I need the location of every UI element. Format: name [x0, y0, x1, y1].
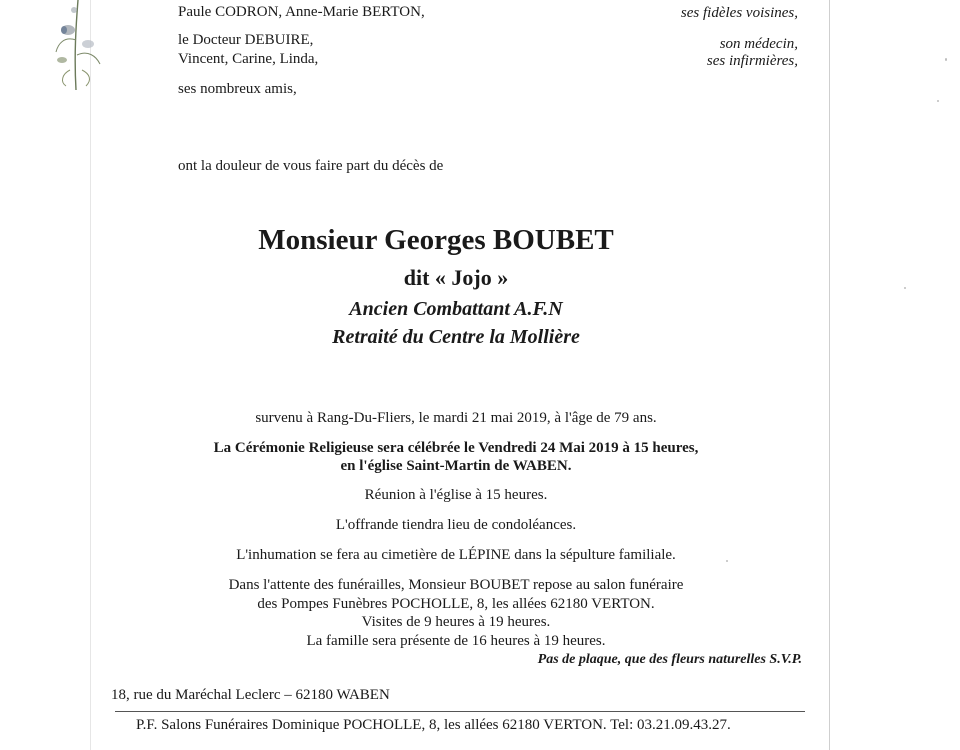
ceremony-line-1: La Cérémonie Religieuse sera célébrée le Vendredi 24 Mai 2019 à 15 heures, — [213, 440, 699, 456]
footer-divider — [115, 711, 805, 712]
scan-speck — [937, 100, 939, 102]
family-presence: La famille sera présente de 16 heures à 19 heures. — [306, 633, 606, 649]
relation-infirmieres: ses infirmières, — [706, 53, 798, 69]
deceased-title-veteran: Ancien Combattant A.F.N — [349, 298, 563, 320]
relation-voisines: ses fidèles voisines, — [680, 5, 798, 21]
deceased-nickname: dit « Jojo » — [403, 265, 509, 290]
family-line-doctor: le Docteur DEBUIRE, — [178, 32, 314, 48]
family-address: 18, rue du Maréchal Leclerc – 62180 WABEN — [111, 687, 390, 703]
deceased-name: Monsieur Georges BOUBET — [258, 224, 614, 256]
rest-line-1: Dans l'attente des funérailles, Monsieur BOUBET repose au salon funéraire — [228, 577, 684, 593]
relation-medecin: son médecin, — [719, 36, 798, 52]
funeral-home-footer: P.F. Salons Funéraires Dominique POCHOLLE, 8, les allées 62180 VERTON. Tel: 03.21.09.43.27. — [136, 717, 731, 733]
burial-note: L'inhumation se fera au cimetière de LÉPINE dans la sépulture familiale. — [236, 547, 676, 563]
deceased-title-retired: Retraité du Centre la Mollière — [332, 326, 580, 348]
ceremony-line-2: en l'église Saint-Martin de WABEN. — [340, 458, 572, 474]
flowers-note: Pas de plaque, que des fleurs naturelles S.V.P. — [537, 652, 802, 667]
announcement-text: ont la douleur de vous faire part du décès de — [178, 158, 444, 174]
scan-speck — [726, 560, 728, 562]
scan-speck — [904, 287, 906, 289]
rest-line-2: des Pompes Funèbres POCHOLLE, 8, les allées 62180 VERTON. — [257, 596, 655, 612]
family-line-codron-berton: Paule CODRON, Anne-Marie BERTON, — [178, 4, 425, 20]
scan-speck — [945, 58, 947, 61]
family-line-friends: ses nombreux amis, — [178, 81, 297, 97]
poppy-flower-illustration — [52, 0, 108, 92]
offering-note: L'offrande tiendra lieu de condoléances. — [335, 517, 577, 533]
family-line-vincent-carine-linda: Vincent, Carine, Linda, — [178, 51, 319, 67]
death-details: survenu à Rang-Du-Fliers, le mardi 21 mai 2019, à l'âge de 79 ans. — [255, 410, 657, 426]
visiting-hours: Visites de 9 heures à 19 heures. — [361, 614, 551, 630]
church-meeting: Réunion à l'église à 15 heures. — [364, 487, 548, 503]
